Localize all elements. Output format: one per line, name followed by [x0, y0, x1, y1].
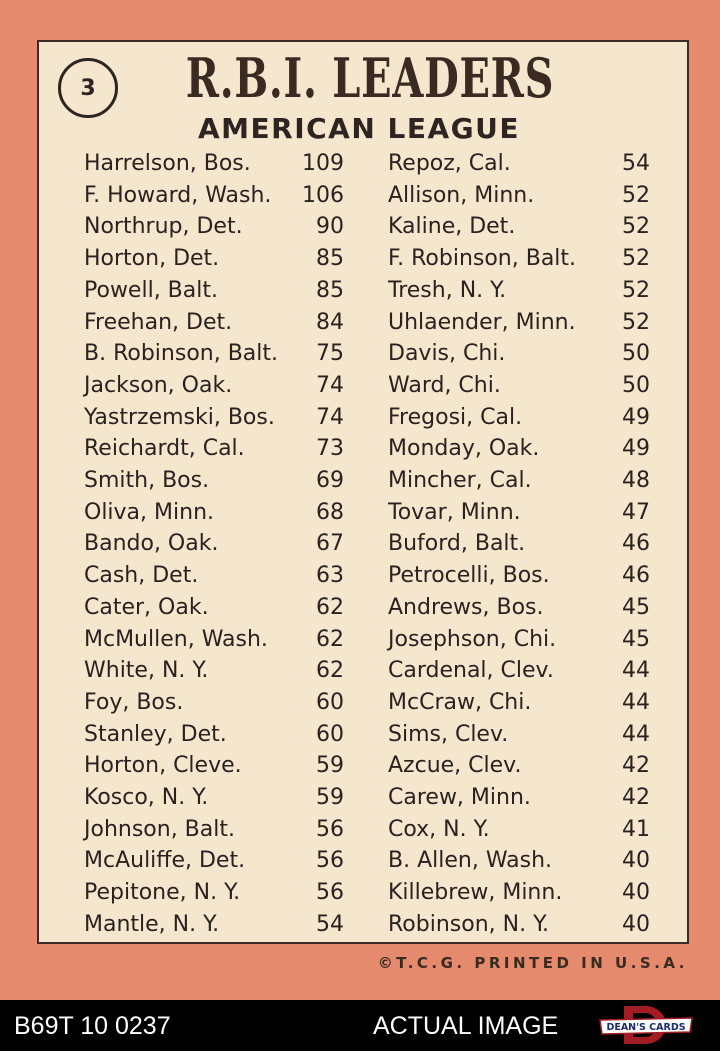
rbi-value: 60 [316, 721, 344, 747]
player-name: Reichardt, Cal. [84, 436, 245, 462]
leader-row [388, 370, 650, 401]
player-name: Bando, Oak. [84, 531, 219, 557]
player-name: B. Allen, Wash. [388, 848, 553, 874]
leader-row [388, 338, 650, 369]
inventory-code: B69T 10 0237 [14, 1012, 171, 1040]
leader-row [388, 307, 650, 338]
rbi-value: 49 [622, 436, 650, 462]
player-name: F. Howard, Wash. [84, 182, 272, 208]
player-name: Repoz, Cal. [388, 151, 511, 176]
rbi-value: 45 [622, 594, 650, 620]
leader-row [84, 211, 344, 242]
leader-row [388, 148, 650, 179]
rbi-value: 41 [622, 816, 650, 842]
rbi-value: 85 [316, 246, 344, 272]
leader-row [388, 243, 650, 274]
leader-row [84, 148, 344, 179]
player-name: F. Robinson, Balt. [388, 246, 577, 272]
rbi-value: 56 [316, 880, 344, 906]
player-name: Petrocelli, Bos. [388, 563, 550, 589]
rbi-value: 106 [302, 182, 344, 208]
rbi-value: 45 [622, 626, 650, 652]
player-name: McCraw, Chi. [388, 689, 532, 715]
card-number-badge [58, 58, 118, 118]
leader-row [84, 782, 344, 813]
player-name: Sims, Clev. [388, 721, 509, 747]
leader-row [388, 211, 650, 242]
rbi-value: 90 [316, 214, 344, 240]
leader-row [84, 528, 344, 559]
leader-row [388, 528, 650, 559]
player-name: Kosco, N. Y. [84, 785, 209, 810]
player-name: Buford, Balt. [388, 531, 526, 557]
rbi-value: 52 [622, 246, 650, 272]
player-name: Cash, Det. [84, 563, 199, 589]
leader-row [84, 497, 344, 528]
leader-row [388, 624, 650, 655]
rbi-value: 62 [316, 626, 344, 652]
player-name: White, N. Y. [84, 658, 209, 684]
deans-cards-logo [598, 1004, 694, 1046]
leader-row [84, 750, 344, 781]
actual-image-label: ACTUAL IMAGE [373, 1012, 559, 1040]
player-name: Horton, Cleve. [84, 753, 242, 779]
player-name: Azcue, Clev. [388, 753, 522, 779]
leader-row [84, 243, 344, 274]
leader-row [84, 719, 344, 750]
player-name: Josephson, Chi. [388, 626, 557, 652]
player-name: Monday, Oak. [388, 436, 540, 462]
leader-row [84, 275, 344, 306]
player-name: Killebrew, Minn. [388, 880, 563, 906]
leader-row [84, 370, 344, 401]
leader-row [388, 909, 650, 940]
player-name: Kaline, Det. [388, 214, 516, 240]
rbi-value: 68 [316, 499, 344, 525]
leader-row [388, 687, 650, 718]
leader-row [388, 433, 650, 464]
player-name: Freehan, Det. [84, 309, 233, 335]
leader-row [84, 338, 344, 369]
leader-row [84, 687, 344, 718]
player-name: Cox, N. Y. [388, 816, 490, 842]
leader-row [388, 592, 650, 623]
rbi-value: 44 [622, 658, 650, 684]
player-name: Tovar, Minn. [388, 499, 521, 525]
rbi-value: 44 [622, 721, 650, 747]
leader-row [84, 402, 344, 433]
leader-row [388, 402, 650, 433]
player-name: Uhlaender, Minn. [388, 309, 576, 335]
rbi-value: 62 [316, 594, 344, 620]
player-name: Northrup, Det. [84, 214, 243, 240]
rbi-value: 49 [622, 404, 650, 430]
leader-row [388, 719, 650, 750]
leader-row [84, 433, 344, 464]
player-name: Pepitone, N. Y. [84, 880, 241, 906]
rbi-value: 46 [622, 531, 650, 557]
card-title: R.B.I. LEADERS [185, 46, 555, 110]
player-name: Harrelson, Bos. [84, 151, 251, 176]
rbi-value: 40 [622, 880, 650, 906]
leader-row [388, 465, 650, 496]
rbi-value: 44 [622, 689, 650, 715]
leader-row [84, 909, 344, 940]
rbi-value: 42 [622, 785, 650, 810]
rbi-value: 48 [622, 468, 650, 493]
card-subtitle: AMERICAN LEAGUE [197, 112, 521, 145]
rbi-value: 67 [316, 531, 344, 557]
rbi-value: 42 [622, 753, 650, 779]
rbi-value: 54 [622, 151, 650, 176]
rbi-value: 84 [316, 309, 344, 335]
player-name: Powell, Balt. [84, 277, 218, 303]
player-name: Cater, Oak. [84, 594, 209, 620]
leader-row [84, 655, 344, 686]
leader-row [388, 180, 650, 211]
leader-row [84, 845, 344, 876]
leader-row [84, 465, 344, 496]
player-name: McAuliffe, Det. [84, 848, 246, 874]
player-name: Cardenal, Clev. [388, 658, 554, 684]
rbi-value: 46 [622, 563, 650, 589]
deans-cards-logo-icon [598, 1004, 694, 1046]
player-name: Stanley, Det. [84, 721, 227, 747]
leader-row [388, 845, 650, 876]
player-name: Ward, Chi. [388, 372, 501, 398]
player-name: McMullen, Wash. [84, 626, 268, 652]
rbi-value: 50 [622, 341, 650, 367]
rbi-value: 52 [622, 182, 650, 208]
player-name: B. Robinson, Balt. [84, 341, 279, 367]
player-name: Oliva, Minn. [84, 499, 215, 525]
rbi-value: 52 [622, 214, 650, 240]
rbi-value: 50 [622, 372, 650, 398]
rbi-value: 40 [622, 848, 650, 874]
leader-row [388, 782, 650, 813]
leader-row [388, 275, 650, 306]
leader-row [388, 750, 650, 781]
leader-row [84, 180, 344, 211]
leader-row [388, 497, 650, 528]
leader-row [84, 307, 344, 338]
player-name: Jackson, Oak. [84, 372, 233, 398]
rbi-value: 52 [622, 277, 650, 303]
leader-row [84, 592, 344, 623]
player-name: Mantle, N. Y. [84, 911, 220, 937]
leader-row [84, 814, 344, 845]
leader-row [84, 560, 344, 591]
player-name: Smith, Bos. [84, 468, 210, 493]
player-name: Davis, Chi. [388, 341, 506, 367]
rbi-value: 74 [316, 372, 344, 398]
player-name: Fregosi, Cal. [388, 404, 523, 430]
rbi-value: 59 [316, 785, 344, 810]
player-name: Allison, Minn. [388, 182, 535, 208]
rbi-value: 56 [316, 816, 344, 842]
rbi-value: 60 [316, 689, 344, 715]
player-name: Carew, Minn. [388, 785, 531, 810]
copyright-footer: ©T.C.G. PRINTED IN U.S.A. [377, 954, 688, 972]
leader-row [388, 560, 650, 591]
player-name: Andrews, Bos. [388, 594, 544, 620]
player-name: Robinson, N. Y. [388, 911, 550, 937]
rbi-value: 52 [622, 309, 650, 335]
rbi-value: 75 [316, 341, 344, 367]
rbi-value: 59 [316, 753, 344, 779]
rbi-value: 85 [316, 277, 344, 303]
player-name: Horton, Det. [84, 246, 220, 272]
player-name: Johnson, Balt. [84, 816, 235, 842]
rbi-value: 56 [316, 848, 344, 874]
leader-row [388, 877, 650, 908]
rbi-value: 47 [622, 499, 650, 525]
player-name: Yastrzemski, Bos. [84, 404, 275, 430]
rbi-value: 40 [622, 911, 650, 937]
leader-row [388, 655, 650, 686]
rbi-value: 69 [316, 468, 344, 493]
rbi-value: 109 [302, 151, 344, 176]
rbi-value: 74 [316, 404, 344, 430]
leader-row [84, 877, 344, 908]
card-number: 3 [80, 75, 96, 101]
rbi-value: 63 [316, 563, 344, 589]
player-name: Mincher, Cal. [388, 468, 532, 493]
player-name: Foy, Bos. [84, 689, 184, 715]
rbi-value: 54 [316, 911, 344, 937]
rbi-value: 62 [316, 658, 344, 684]
leader-row [84, 624, 344, 655]
player-name: Tresh, N. Y. [388, 277, 507, 303]
leader-row [388, 814, 650, 845]
svg-text:DEAN'S CARDS: DEAN'S CARDS [606, 1022, 686, 1033]
rbi-value: 73 [316, 436, 344, 462]
